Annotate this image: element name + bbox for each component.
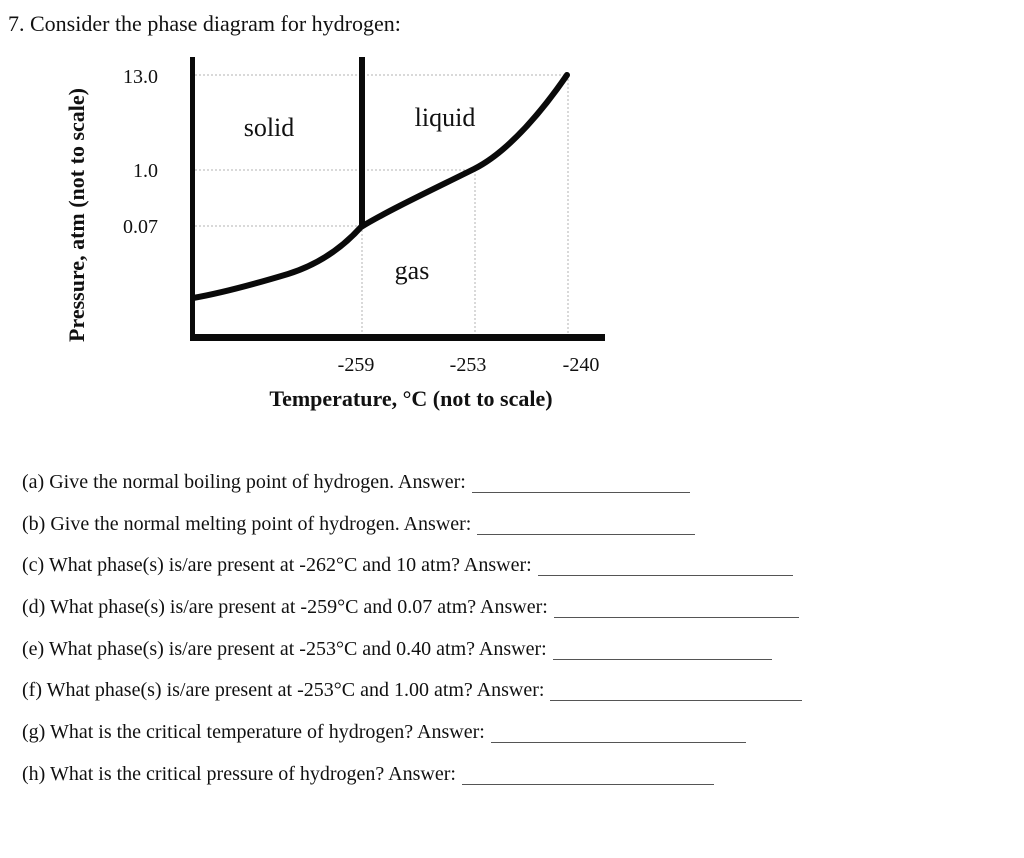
answer-blank (477, 514, 695, 535)
question-text: (c) What phase(s) is/are present at -262°C and 10 atm? Answer: (22, 554, 532, 577)
question-row (22, 670, 802, 712)
x-axis-title: Temperature, °C (not to scale) (269, 386, 553, 411)
region-label-liquid: liquid (414, 103, 476, 132)
answer-blank (472, 472, 690, 493)
x-tick-neg259: -259 (337, 354, 375, 376)
question-row (22, 629, 802, 671)
answer-blank (554, 597, 799, 618)
y-tick-1.0: 1.0 (133, 160, 158, 182)
y-tick-13.0: 13.0 (123, 66, 158, 88)
question-row (22, 545, 802, 587)
vapor-pressure-curve (193, 75, 567, 298)
answer-blank (553, 639, 772, 660)
answer-blank (462, 764, 714, 785)
question-text: (g) What is the critical temperature of hydrogen? Answer: (22, 721, 485, 744)
x-tick-neg240: -240 (562, 354, 600, 376)
question-text: (d) What phase(s) is/are present at -259°C and 0.07 atm? Answer: (22, 596, 548, 619)
answer-blank (538, 555, 793, 576)
questions-list (22, 462, 802, 796)
question-text: (b) Give the normal melting point of hydrogen. Answer: (22, 512, 472, 535)
answer-blank (550, 680, 802, 701)
region-label-solid: solid (243, 113, 295, 142)
y-axis-title: Pressure, atm (not to scale) (64, 88, 89, 342)
region-label-gas: gas (394, 256, 430, 285)
question-row (22, 712, 802, 754)
question-row (22, 462, 802, 504)
phase-diagram (40, 50, 620, 420)
y-tick-0.07: 0.07 (123, 216, 158, 238)
question-text: (e) What phase(s) is/are present at -253°C and 0.40 atm? Answer: (22, 637, 547, 660)
answer-blank (491, 722, 746, 743)
x-tick-neg253: -253 (449, 354, 487, 376)
question-text: (f) What phase(s) is/are present at -253°C and 1.00 atm? Answer: (22, 679, 545, 702)
question-text: (h) What is the critical pressure of hydrogen? Answer: (22, 762, 456, 785)
question-text: (a) Give the normal boiling point of hydrogen. Answer: (22, 471, 466, 493)
phase-diagram-svg (40, 50, 620, 420)
question-row (22, 504, 802, 546)
page-title: 7. Consider the phase diagram for hydrogen: (8, 11, 401, 36)
question-row (22, 587, 802, 629)
question-row (22, 754, 802, 796)
